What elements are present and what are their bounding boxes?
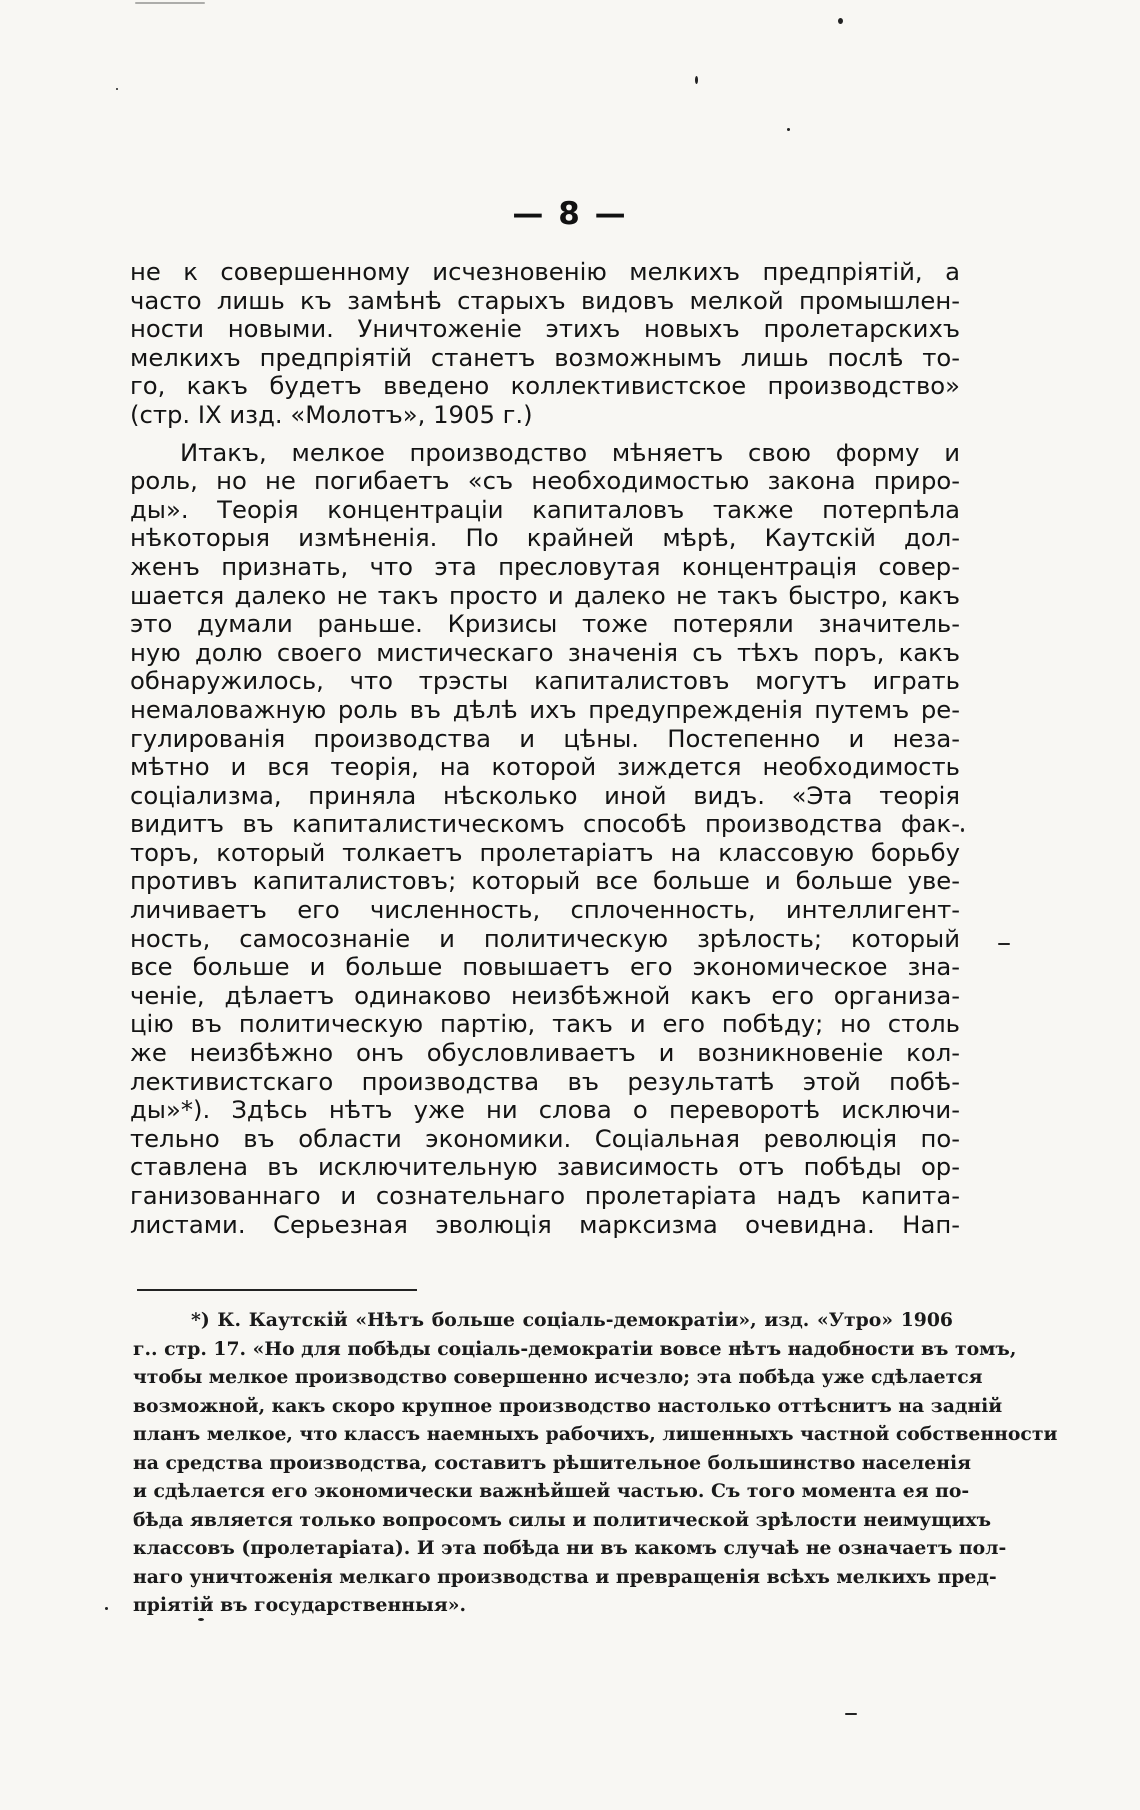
text-line: (стр. IX изд. «Молотъ», 1905 г.) [130, 399, 533, 429]
text-line: роль, но не погибаетъ «съ необходимостью закона приро- [130, 466, 960, 496]
footnote [133, 1306, 1058, 1620]
text-line: ганизованнаго и сознательнаго пролетаріата надъ капита- [130, 1181, 960, 1210]
text-line: гулированія производства и цѣны. Постепенно и неза- [130, 723, 960, 753]
footnote-line: планъ мелкое, что классъ наемныхъ рабочихъ, лишенныхъ частной собственности [133, 1423, 1058, 1445]
footnote-line: бѣда является только вопросомъ силы и политической зрѣлости неимущихъ [133, 1508, 992, 1531]
text-line: мѣтно и вся теорія, на которой зиждется необходимость [130, 752, 960, 782]
text-line: часто лишь къ замѣнѣ старыхъ видовъ мелкой промышлен- [130, 285, 960, 315]
text-line: ность, самосознаніе и политическую зрѣлость; который [130, 923, 960, 953]
footnote-line: классовъ (пролетаріата). И эта побѣда ни въ какомъ случаѣ не означаетъ пол- [133, 1537, 1007, 1559]
scan-speck [105, 1607, 108, 1610]
text-line: Итакъ, мелкое производство мѣняетъ свою форму и [180, 437, 960, 467]
page-number: — 8 — [512, 196, 628, 232]
text-line: цію въ политическую партію, такъ и его побѣду; но столь [130, 1009, 960, 1039]
text-line: ды». Теорія концентраціи капиталовъ также потерпѣла [130, 494, 960, 524]
footnote-divider [137, 1289, 417, 1291]
text-line: женъ признать, что эта пресловутая концентрація совер- [130, 551, 960, 581]
footnote-line: наго уничтоженія мелкаго производства и превращенія всѣхъ мелкихъ пред- [133, 1565, 997, 1588]
text-line: ставлена въ исключительную зависимость отъ побѣды ор- [130, 1152, 960, 1182]
text-line: листами. Серьезная эволюція марксизма очевидна. Нап- [130, 1209, 960, 1239]
paragraph [130, 258, 960, 430]
scan-speck [961, 828, 964, 832]
text-line: соціализма, приняла нѣсколько иной видъ. «Эта теорія [130, 780, 960, 810]
text-line: ности новыми. Уничтоженіе этихъ новыхъ пролетарскихъ [130, 314, 960, 344]
text-line: тельно въ области экономики. Соціальная революція по- [130, 1123, 960, 1153]
text-line: не к совершенному исчезновенію мелкихъ предпріятій, а [130, 257, 960, 286]
text-line: го, какъ будетъ введено коллективистское производство» [130, 371, 960, 401]
footnote-line: чтобы мелкое производство совершенно исчезло; эта побѣда уже сдѣлается [133, 1366, 983, 1388]
scan-speck [998, 943, 1010, 945]
text-line: шается далеко не такъ просто и далеко не такъ быстро, какъ [130, 580, 960, 610]
text-line: ды»*). Здѣсь нѣтъ уже ни слова о переворотѣ исключи- [130, 1095, 960, 1125]
footnote-line: пріятій въ государственныя». [133, 1594, 466, 1616]
footnote-line: на средства производства, составитъ рѣшительное большинство населенія [133, 1451, 972, 1474]
text-line: ченіе, дѣлаетъ одинаково неизбѣжной какъ его организа- [130, 980, 960, 1010]
footnote-line: г.. стр. 17. «Но для побѣды соціаль-демократіи вовсе нѣтъ надобности въ томъ, [133, 1337, 1017, 1360]
text-line: все больше и больше повышаетъ его экономическое зна- [130, 952, 960, 982]
text-line: мелкихъ предпріятій станетъ возможнымъ лишь послѣ то- [130, 342, 960, 372]
paragraph [130, 439, 960, 1240]
text-line: нѣкоторыя измѣненія. По крайней мѣрѣ, Каутскій дол- [130, 523, 960, 553]
text-line: личиваетъ его численность, сплоченность, интеллигент- [130, 895, 960, 925]
scan-speck [838, 18, 843, 24]
text-line: противъ капиталистовъ; который все больше и больше уве- [130, 866, 960, 896]
text-line: немаловажную роль въ дѣлѣ ихъ предупрежденія путемъ ре- [130, 694, 960, 724]
footnote-line: возможной, какъ скоро крупное производство настолько оттѣснитъ на заднiй [133, 1394, 1003, 1417]
text-line: торъ, который толкаетъ пролетаріатъ на классовую борьбу [130, 837, 960, 867]
scan-speck [845, 1713, 857, 1715]
text-line: видитъ въ капиталистическомъ способѣ производства фак- [130, 809, 960, 839]
scan-speck [695, 76, 698, 84]
scan-speck [116, 88, 118, 90]
text-line: же неизбѣжно онъ обусловливаетъ и возникновеніе кол- [130, 1038, 960, 1068]
text-line: ную долю своего мистическаго значенія съ тѣхъ поръ, какъ [130, 637, 960, 667]
scan-speck [787, 128, 790, 131]
footnote-line: *) К. Каутскій «Нѣтъ больше соціаль-демократіи», изд. «Утро» 1906 [191, 1309, 953, 1331]
scan-speck [135, 2, 205, 4]
text-line: лективистскаго производства въ результатѣ этой побѣ- [130, 1066, 960, 1096]
text-line: это думали раньше. Кризисы тоже потеряли значитель- [130, 609, 960, 639]
main-text [130, 258, 960, 1239]
footnote-line: и сдѣлается его экономически важнѣйшей частью. Съ того момента ея по- [133, 1480, 970, 1502]
text-line: обнаружилось, что трэсты капиталистовъ могутъ играть [130, 666, 960, 696]
